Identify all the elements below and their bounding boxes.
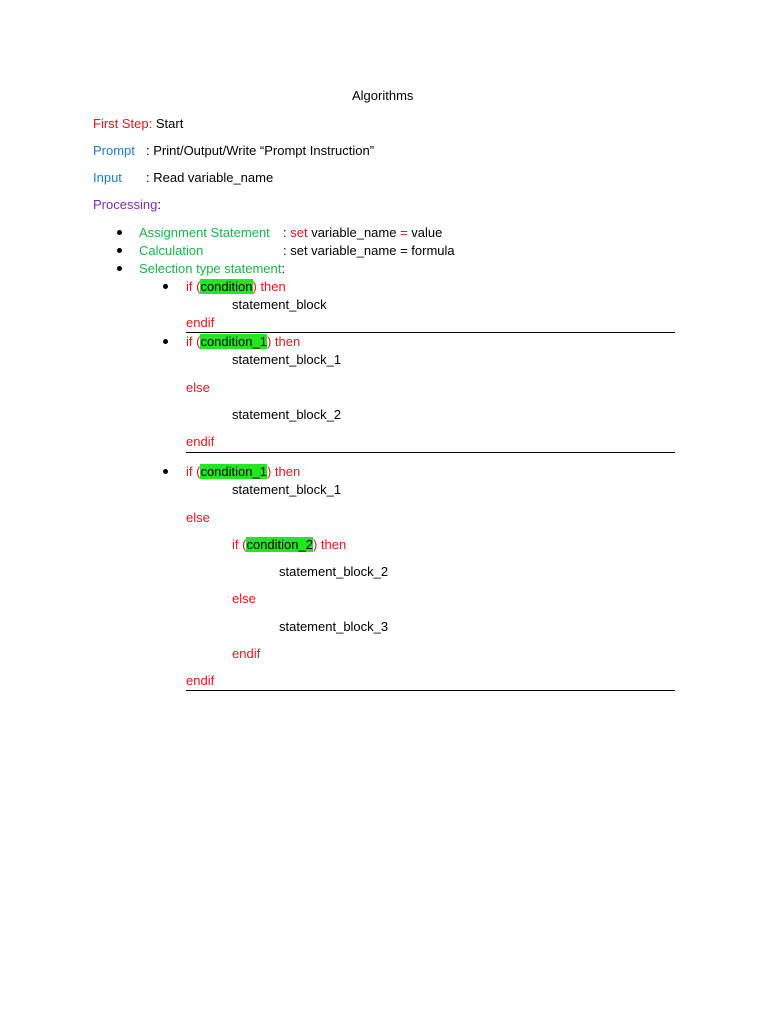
assignment-sep: : [283,225,291,240]
block2-else: else [186,380,210,395]
block3-divider [186,690,675,691]
block2-statement-2: statement_block_2 [232,407,342,422]
first-step-line [93,116,183,132]
first-step-value: Start [152,116,184,131]
block3-inner-else: else [232,591,256,606]
block3-statement-2: statement_block_2 [279,564,389,579]
processing-heading [93,197,161,213]
prompt-label: Prompt [93,143,135,158]
block3-inner-then-keyword: ) then [312,537,347,552]
block3-inner-if-line [232,537,346,553]
assignment-statement [283,225,442,241]
block1-divider [186,332,675,333]
bullet-selection [117,266,122,271]
selection-colon: : [281,261,285,276]
block3-statement-3: statement_block_3 [279,619,389,634]
assignment-label: Assignment Statement [139,225,270,240]
first-step-label: First Step: [93,116,153,131]
block1-if-keyword: if ( [186,279,201,294]
input-label: Input [93,170,122,185]
input-value: : Read variable_name [146,170,274,185]
prompt-value: : Print/Output/Write “Prompt Instruction” [146,143,375,158]
bullet-block2 [163,339,168,344]
selection-heading [139,261,285,277]
processing-label: Processing [93,197,158,212]
block3-if-line [186,464,300,480]
block2-if-line [186,334,300,350]
selection-label: Selection type statement [139,261,282,276]
block2-endif: endif [186,434,215,449]
calculation-statement: : set variable_name = formula [283,243,455,258]
processing-colon: : [157,197,161,212]
bullet-block1 [163,284,168,289]
assignment-operator: = [400,225,408,240]
block2-statement-1: statement_block_1 [232,352,342,367]
assignment-value: value [407,225,443,240]
page-title: Algorithms [352,88,414,103]
assignment-var: variable_name [307,225,401,240]
block3-inner-endif: endif [232,646,261,661]
calculation-label: Calculation [139,243,204,258]
block2-if-keyword: if ( [186,334,201,349]
bullet-assignment [117,230,122,235]
block1-if-line [186,279,286,295]
bullet-calculation [117,248,122,253]
block3-else: else [186,510,210,525]
block3-statement-1: statement_block_1 [232,482,342,497]
block2-then-keyword: ) then [266,334,301,349]
assignment-keyword: set [290,225,308,240]
block1-then-keyword: ) then [252,279,286,294]
block3-inner-if-keyword: if ( [232,537,247,552]
block2-condition: condition_1 [200,334,267,349]
block1-condition: condition [200,279,253,294]
bullet-block3 [163,469,168,474]
block3-if-keyword: if ( [186,464,201,479]
block3-endif: endif [186,673,215,688]
block1-endif: endif [186,315,215,330]
block3-inner-condition: condition_2 [246,537,313,552]
block1-statement: statement_block [232,297,327,312]
block3-condition: condition_1 [200,464,267,479]
block3-then-keyword: ) then [266,464,301,479]
block2-divider [186,452,675,453]
